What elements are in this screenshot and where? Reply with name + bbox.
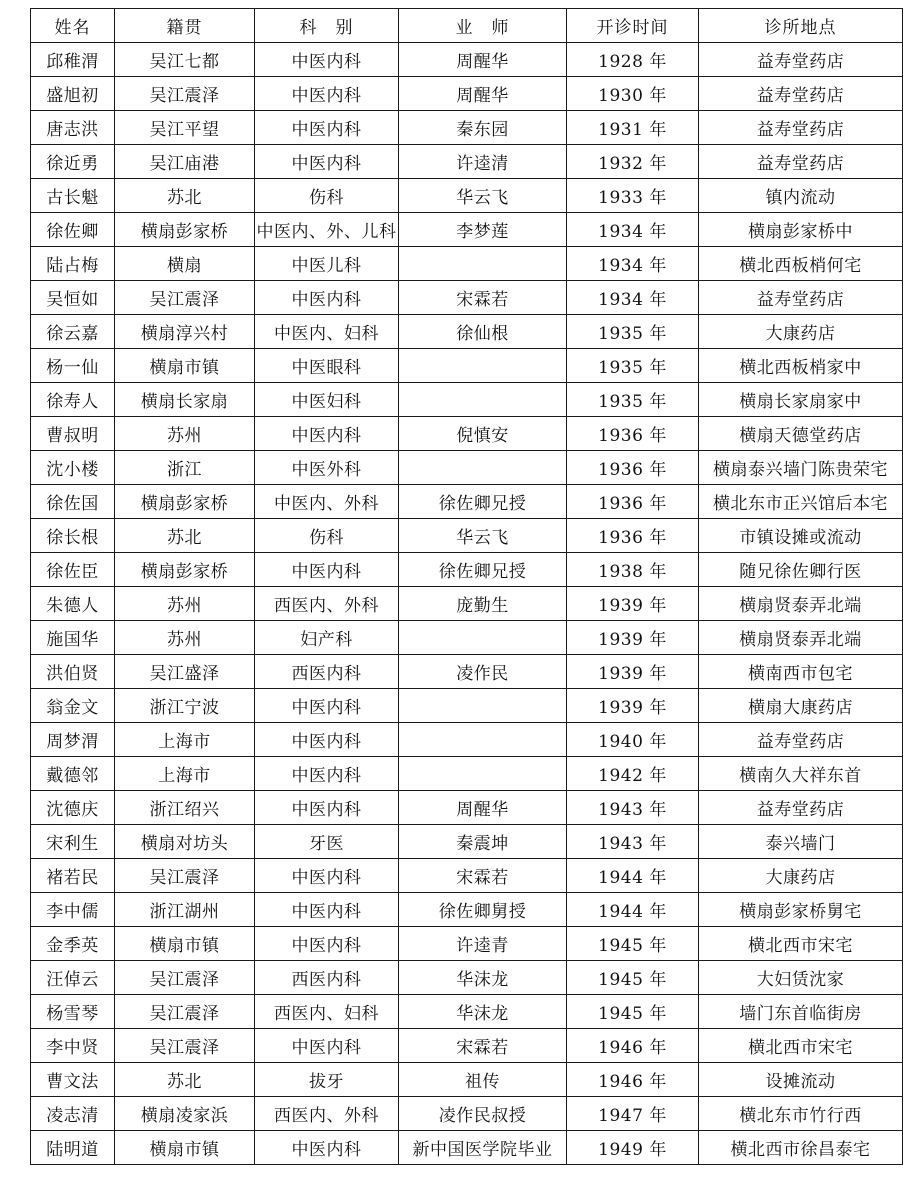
cell-name: 徐佐卿 bbox=[31, 213, 115, 247]
cell-start-year: 1945 年 bbox=[567, 927, 699, 961]
table-row bbox=[31, 213, 903, 247]
cell-clinic-location: 益寿堂药店 bbox=[699, 43, 903, 77]
table-row bbox=[31, 281, 903, 315]
cell-start-year: 1933 年 bbox=[567, 179, 699, 213]
cell-department: 中医外科 bbox=[255, 451, 399, 485]
cell-department: 妇产科 bbox=[255, 621, 399, 655]
cell-department: 中医内科 bbox=[255, 281, 399, 315]
cell-department: 中医内、外、儿科 bbox=[255, 213, 399, 247]
cell-name: 李中儒 bbox=[31, 893, 115, 927]
table-row bbox=[31, 893, 903, 927]
cell-clinic-location: 横扇贤泰弄北端 bbox=[699, 621, 903, 655]
cell-native-place: 浙江宁波 bbox=[115, 689, 255, 723]
cell-teacher bbox=[399, 349, 567, 383]
cell-name: 徐佐国 bbox=[31, 485, 115, 519]
cell-teacher: 徐仙根 bbox=[399, 315, 567, 349]
cell-clinic-location: 横北西板梢何宅 bbox=[699, 247, 903, 281]
table-row bbox=[31, 315, 903, 349]
cell-start-year: 1934 年 bbox=[567, 213, 699, 247]
cell-department: 中医内科 bbox=[255, 43, 399, 77]
cell-start-year: 1938 年 bbox=[567, 553, 699, 587]
cell-department: 中医内科 bbox=[255, 417, 399, 451]
cell-teacher: 秦东园 bbox=[399, 111, 567, 145]
cell-start-year: 1949 年 bbox=[567, 1131, 699, 1165]
table-row bbox=[31, 145, 903, 179]
cell-teacher: 凌作民 bbox=[399, 655, 567, 689]
header-name: 姓名 bbox=[31, 9, 115, 43]
cell-start-year: 1931 年 bbox=[567, 111, 699, 145]
cell-name: 戴德邻 bbox=[31, 757, 115, 791]
cell-native-place: 吴江震泽 bbox=[115, 1029, 255, 1063]
cell-clinic-location: 横北西市宋宅 bbox=[699, 1029, 903, 1063]
cell-department: 中医内、外科 bbox=[255, 485, 399, 519]
cell-name: 杨一仙 bbox=[31, 349, 115, 383]
cell-start-year: 1934 年 bbox=[567, 281, 699, 315]
cell-clinic-location: 益寿堂药店 bbox=[699, 723, 903, 757]
cell-clinic-location: 横扇大康药店 bbox=[699, 689, 903, 723]
cell-native-place: 吴江震泽 bbox=[115, 281, 255, 315]
header-department: 科 别 bbox=[255, 9, 399, 43]
cell-name: 徐云嘉 bbox=[31, 315, 115, 349]
cell-start-year: 1943 年 bbox=[567, 791, 699, 825]
cell-teacher bbox=[399, 451, 567, 485]
cell-teacher bbox=[399, 757, 567, 791]
cell-native-place: 吴江震泽 bbox=[115, 961, 255, 995]
cell-clinic-location: 益寿堂药店 bbox=[699, 77, 903, 111]
cell-name: 褚若民 bbox=[31, 859, 115, 893]
cell-department: 拔牙 bbox=[255, 1063, 399, 1097]
cell-teacher bbox=[399, 247, 567, 281]
cell-name: 曹叔明 bbox=[31, 417, 115, 451]
cell-start-year: 1939 年 bbox=[567, 655, 699, 689]
table-row bbox=[31, 1131, 903, 1165]
cell-clinic-location: 大妇赁沈家 bbox=[699, 961, 903, 995]
table-header-row bbox=[31, 9, 903, 43]
table-row bbox=[31, 859, 903, 893]
cell-department: 西医内、外科 bbox=[255, 587, 399, 621]
cell-native-place: 横扇市镇 bbox=[115, 1131, 255, 1165]
cell-teacher: 周醒华 bbox=[399, 791, 567, 825]
table-row bbox=[31, 689, 903, 723]
cell-teacher: 周醒华 bbox=[399, 77, 567, 111]
cell-start-year: 1947 年 bbox=[567, 1097, 699, 1131]
cell-name: 徐寿人 bbox=[31, 383, 115, 417]
cell-clinic-location: 横北东市竹行西 bbox=[699, 1097, 903, 1131]
table-row bbox=[31, 43, 903, 77]
cell-department: 西医内、外科 bbox=[255, 1097, 399, 1131]
cell-clinic-location: 益寿堂药店 bbox=[699, 791, 903, 825]
cell-native-place: 横扇 bbox=[115, 247, 255, 281]
cell-native-place: 横扇凌家浜 bbox=[115, 1097, 255, 1131]
cell-clinic-location: 泰兴墙门 bbox=[699, 825, 903, 859]
cell-native-place: 横扇长家扇 bbox=[115, 383, 255, 417]
cell-start-year: 1932 年 bbox=[567, 145, 699, 179]
cell-department: 牙医 bbox=[255, 825, 399, 859]
table-row bbox=[31, 927, 903, 961]
table-row bbox=[31, 995, 903, 1029]
cell-teacher: 祖传 bbox=[399, 1063, 567, 1097]
cell-native-place: 苏北 bbox=[115, 179, 255, 213]
header-native-place: 籍贯 bbox=[115, 9, 255, 43]
cell-name: 汪倬云 bbox=[31, 961, 115, 995]
cell-name: 徐长根 bbox=[31, 519, 115, 553]
cell-clinic-location: 横扇彭家桥中 bbox=[699, 213, 903, 247]
cell-start-year: 1930 年 bbox=[567, 77, 699, 111]
cell-department: 中医内科 bbox=[255, 757, 399, 791]
cell-department: 中医内科 bbox=[255, 1029, 399, 1063]
cell-start-year: 1939 年 bbox=[567, 621, 699, 655]
cell-clinic-location: 横扇泰兴墙门陈贵荣宅 bbox=[699, 451, 903, 485]
cell-native-place: 横扇对坊头 bbox=[115, 825, 255, 859]
cell-teacher: 宋霖若 bbox=[399, 859, 567, 893]
cell-native-place: 苏州 bbox=[115, 621, 255, 655]
cell-start-year: 1945 年 bbox=[567, 961, 699, 995]
cell-department: 中医儿科 bbox=[255, 247, 399, 281]
cell-teacher: 周醒华 bbox=[399, 43, 567, 77]
cell-native-place: 横扇彭家桥 bbox=[115, 485, 255, 519]
cell-name: 宋利生 bbox=[31, 825, 115, 859]
cell-start-year: 1936 年 bbox=[567, 417, 699, 451]
cell-name: 陆占梅 bbox=[31, 247, 115, 281]
cell-start-year: 1935 年 bbox=[567, 315, 699, 349]
cell-clinic-location: 横北西市宋宅 bbox=[699, 927, 903, 961]
cell-native-place: 横扇彭家桥 bbox=[115, 213, 255, 247]
document-sheet bbox=[30, 8, 902, 1165]
cell-clinic-location: 横扇天德堂药店 bbox=[699, 417, 903, 451]
cell-name: 凌志清 bbox=[31, 1097, 115, 1131]
cell-clinic-location: 益寿堂药店 bbox=[699, 281, 903, 315]
cell-name: 唐志洪 bbox=[31, 111, 115, 145]
cell-teacher bbox=[399, 723, 567, 757]
cell-name: 曹文法 bbox=[31, 1063, 115, 1097]
table-row bbox=[31, 179, 903, 213]
table-row bbox=[31, 825, 903, 859]
cell-department: 伤科 bbox=[255, 519, 399, 553]
table-row bbox=[31, 417, 903, 451]
cell-native-place: 吴江七都 bbox=[115, 43, 255, 77]
cell-native-place: 上海市 bbox=[115, 723, 255, 757]
cell-teacher: 倪慎安 bbox=[399, 417, 567, 451]
cell-teacher bbox=[399, 621, 567, 655]
cell-native-place: 吴江盛泽 bbox=[115, 655, 255, 689]
header-teacher: 业 师 bbox=[399, 9, 567, 43]
cell-clinic-location: 横南久大祥东首 bbox=[699, 757, 903, 791]
cell-clinic-location: 横北西市徐昌泰宅 bbox=[699, 1131, 903, 1165]
cell-name: 洪伯贤 bbox=[31, 655, 115, 689]
cell-department: 中医内科 bbox=[255, 859, 399, 893]
table-row bbox=[31, 519, 903, 553]
cell-clinic-location: 墙门东首临街房 bbox=[699, 995, 903, 1029]
cell-teacher: 宋霖若 bbox=[399, 1029, 567, 1063]
cell-name: 邱稚渭 bbox=[31, 43, 115, 77]
cell-name: 金季英 bbox=[31, 927, 115, 961]
cell-native-place: 苏州 bbox=[115, 417, 255, 451]
cell-department: 中医眼科 bbox=[255, 349, 399, 383]
cell-teacher: 华沫龙 bbox=[399, 995, 567, 1029]
cell-name: 吴恒如 bbox=[31, 281, 115, 315]
table-row bbox=[31, 791, 903, 825]
cell-department: 伤科 bbox=[255, 179, 399, 213]
cell-name: 盛旭初 bbox=[31, 77, 115, 111]
cell-clinic-location: 横扇彭家桥舅宅 bbox=[699, 893, 903, 927]
cell-clinic-location: 横南西市包宅 bbox=[699, 655, 903, 689]
cell-clinic-location: 横扇贤泰弄北端 bbox=[699, 587, 903, 621]
cell-native-place: 浙江绍兴 bbox=[115, 791, 255, 825]
cell-department: 中医内科 bbox=[255, 553, 399, 587]
cell-teacher: 许逵青 bbox=[399, 927, 567, 961]
cell-clinic-location: 益寿堂药店 bbox=[699, 111, 903, 145]
table-row bbox=[31, 383, 903, 417]
cell-start-year: 1946 年 bbox=[567, 1063, 699, 1097]
cell-native-place: 吴江庙港 bbox=[115, 145, 255, 179]
cell-start-year: 1939 年 bbox=[567, 587, 699, 621]
table-row bbox=[31, 77, 903, 111]
cell-name: 古长魁 bbox=[31, 179, 115, 213]
cell-start-year: 1935 年 bbox=[567, 349, 699, 383]
cell-department: 中医内科 bbox=[255, 689, 399, 723]
cell-department: 中医内科 bbox=[255, 927, 399, 961]
cell-name: 徐佐臣 bbox=[31, 553, 115, 587]
cell-clinic-location: 横扇长家扇家中 bbox=[699, 383, 903, 417]
cell-department: 中医内科 bbox=[255, 111, 399, 145]
header-clinic-location: 诊所地点 bbox=[699, 9, 903, 43]
table-row bbox=[31, 621, 903, 655]
cell-start-year: 1928 年 bbox=[567, 43, 699, 77]
table-row bbox=[31, 655, 903, 689]
table-row bbox=[31, 349, 903, 383]
table-row bbox=[31, 111, 903, 145]
cell-name: 徐近勇 bbox=[31, 145, 115, 179]
cell-name: 李中贤 bbox=[31, 1029, 115, 1063]
cell-teacher: 华沫龙 bbox=[399, 961, 567, 995]
cell-name: 杨雪琴 bbox=[31, 995, 115, 1029]
cell-department: 中医内、妇科 bbox=[255, 315, 399, 349]
cell-teacher: 凌作民叔授 bbox=[399, 1097, 567, 1131]
cell-clinic-location: 横北西板梢家中 bbox=[699, 349, 903, 383]
cell-start-year: 1939 年 bbox=[567, 689, 699, 723]
cell-clinic-location: 大康药店 bbox=[699, 315, 903, 349]
cell-native-place: 横扇市镇 bbox=[115, 927, 255, 961]
cell-start-year: 1936 年 bbox=[567, 519, 699, 553]
cell-name: 施国华 bbox=[31, 621, 115, 655]
cell-department: 中医内科 bbox=[255, 1131, 399, 1165]
cell-clinic-location: 镇内流动 bbox=[699, 179, 903, 213]
cell-native-place: 上海市 bbox=[115, 757, 255, 791]
table-row bbox=[31, 961, 903, 995]
cell-start-year: 1935 年 bbox=[567, 383, 699, 417]
cell-name: 翁金文 bbox=[31, 689, 115, 723]
cell-department: 中医妇科 bbox=[255, 383, 399, 417]
cell-department: 中医内科 bbox=[255, 145, 399, 179]
cell-department: 中医内科 bbox=[255, 77, 399, 111]
table-row bbox=[31, 553, 903, 587]
cell-department: 西医内科 bbox=[255, 961, 399, 995]
table-row bbox=[31, 451, 903, 485]
cell-name: 周梦渭 bbox=[31, 723, 115, 757]
cell-name: 陆明道 bbox=[31, 1131, 115, 1165]
cell-start-year: 1946 年 bbox=[567, 1029, 699, 1063]
cell-start-year: 1934 年 bbox=[567, 247, 699, 281]
cell-department: 中医内科 bbox=[255, 791, 399, 825]
cell-native-place: 苏州 bbox=[115, 587, 255, 621]
cell-teacher: 秦震坤 bbox=[399, 825, 567, 859]
cell-clinic-location: 益寿堂药店 bbox=[699, 145, 903, 179]
cell-teacher: 徐佐卿舅授 bbox=[399, 893, 567, 927]
cell-native-place: 吴江震泽 bbox=[115, 859, 255, 893]
cell-native-place: 横扇淳兴村 bbox=[115, 315, 255, 349]
cell-start-year: 1942 年 bbox=[567, 757, 699, 791]
cell-start-year: 1936 年 bbox=[567, 485, 699, 519]
cell-start-year: 1940 年 bbox=[567, 723, 699, 757]
cell-department: 西医内、妇科 bbox=[255, 995, 399, 1029]
cell-native-place: 浙江 bbox=[115, 451, 255, 485]
cell-native-place: 苏北 bbox=[115, 519, 255, 553]
table-row bbox=[31, 587, 903, 621]
cell-native-place: 吴江震泽 bbox=[115, 995, 255, 1029]
cell-native-place: 吴江平望 bbox=[115, 111, 255, 145]
table-row bbox=[31, 1063, 903, 1097]
cell-start-year: 1944 年 bbox=[567, 859, 699, 893]
cell-start-year: 1936 年 bbox=[567, 451, 699, 485]
cell-start-year: 1945 年 bbox=[567, 995, 699, 1029]
cell-clinic-location: 市镇设摊或流动 bbox=[699, 519, 903, 553]
cell-native-place: 苏北 bbox=[115, 1063, 255, 1097]
cell-clinic-location: 设摊流动 bbox=[699, 1063, 903, 1097]
table-row bbox=[31, 1029, 903, 1063]
cell-teacher: 庞勤生 bbox=[399, 587, 567, 621]
table-body bbox=[31, 43, 903, 1165]
physicians-table bbox=[30, 8, 903, 1165]
table-row bbox=[31, 723, 903, 757]
cell-start-year: 1943 年 bbox=[567, 825, 699, 859]
cell-teacher bbox=[399, 383, 567, 417]
header-start-year: 开诊时间 bbox=[567, 9, 699, 43]
cell-teacher: 华云飞 bbox=[399, 519, 567, 553]
cell-teacher: 徐佐卿兄授 bbox=[399, 485, 567, 519]
cell-native-place: 横扇市镇 bbox=[115, 349, 255, 383]
cell-teacher: 徐佐卿兄授 bbox=[399, 553, 567, 587]
cell-department: 中医内科 bbox=[255, 723, 399, 757]
cell-teacher bbox=[399, 689, 567, 723]
cell-department: 西医内科 bbox=[255, 655, 399, 689]
cell-teacher: 李梦莲 bbox=[399, 213, 567, 247]
cell-native-place: 浙江湖州 bbox=[115, 893, 255, 927]
cell-native-place: 吴江震泽 bbox=[115, 77, 255, 111]
cell-teacher: 华云飞 bbox=[399, 179, 567, 213]
table-row bbox=[31, 485, 903, 519]
cell-clinic-location: 横北东市正兴馆后本宅 bbox=[699, 485, 903, 519]
cell-name: 朱德人 bbox=[31, 587, 115, 621]
cell-clinic-location: 随兄徐佐卿行医 bbox=[699, 553, 903, 587]
cell-native-place: 横扇彭家桥 bbox=[115, 553, 255, 587]
table-row bbox=[31, 247, 903, 281]
cell-name: 沈德庆 bbox=[31, 791, 115, 825]
cell-department: 中医内科 bbox=[255, 893, 399, 927]
cell-start-year: 1944 年 bbox=[567, 893, 699, 927]
table-row bbox=[31, 757, 903, 791]
table-row bbox=[31, 1097, 903, 1131]
cell-clinic-location: 大康药店 bbox=[699, 859, 903, 893]
cell-teacher: 许逵清 bbox=[399, 145, 567, 179]
cell-teacher: 宋霖若 bbox=[399, 281, 567, 315]
cell-teacher: 新中国医学院毕业 bbox=[399, 1131, 567, 1165]
cell-name: 沈小楼 bbox=[31, 451, 115, 485]
